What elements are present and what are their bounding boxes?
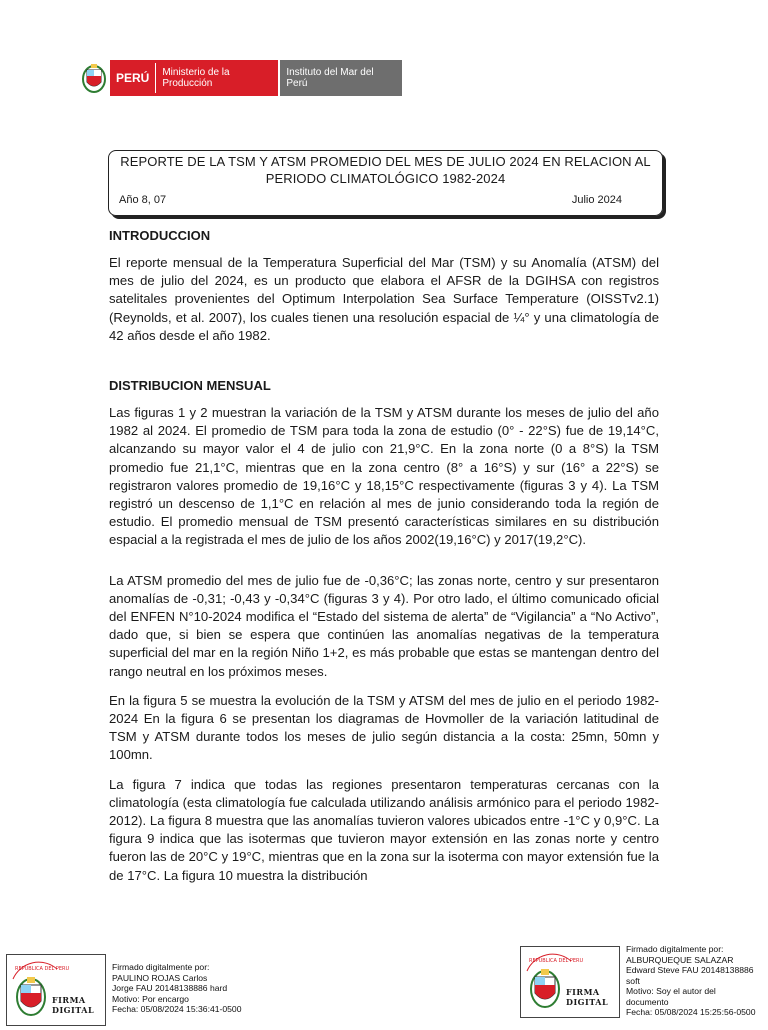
signature-line: ALBURQUEQUE SALAZAR [626, 954, 734, 965]
signature-line: documento [626, 996, 669, 1007]
intro-heading: INTRODUCCION [109, 228, 211, 243]
distribution-paragraph-2: La ATSM promedio del mes de julio fue de -0,36°C; las zonas norte, centro y sur presentaron anomalías de -0,31; -0,43 y -0,34°C (figuras 3 y 4). Por otro lado, el último comunicado oficial del ENFEN N°10-2024 modifica el “Estado del sistema de alerta” de “Vigilancia” a “No Activo”, dado que, si bien se espera que continúen las anomalías negativas de la temperatura superficial del mar en la región Niño 1+2, es más probable que estas se mantengan dentro del rango neutral en los próximos meses. [109, 572, 659, 679]
seal-text: REPUBLICA DEL PERU [529, 958, 584, 964]
header-logo-bar [78, 60, 402, 96]
ministry-label: Ministerio de la Producción [162, 67, 230, 89]
report-title-line2: PERIODO CLIMATOLÓGICO 1982-2024 [265, 171, 506, 186]
signature-line: Motivo: Soy el autor del [626, 986, 716, 996]
report-body [109, 228, 659, 885]
distribution-paragraph-1: Las figuras 1 y 2 muestran la variación de la TSM y ATSM durante los meses de julio del año 1982 al 2024. El promedio de TSM para toda la zona de estudio (0° - 22°S) fue de 19,14°C, alcanzando su mayor valor el 4 de julio con 21,9°C. En la zona norte (0 a 8°S) la TSM promedio fue 21,1°C, mientras que en la zona centro (8° a 16°S) y sur (16° a 22°S) se registraron valores promedio de 19,16°C y 18,15°C respectivamente (figuras 3 y 4). La TSM registró un descenso de 1,1°C en relación al mes de junio considerando toda la región de estudio. El promedio mensual de TSM presentó características similares en su distribución espacial a la registrada el mes de julio de los años 2002(19,16°C) y 2017(19,2°C). [109, 405, 659, 548]
digital-signature-right [520, 944, 756, 1018]
firma-digital-label: FIRMA DIGITAL [52, 995, 95, 1015]
institute-badge [280, 60, 402, 96]
issue-date: Julio 2024 [571, 194, 622, 206]
peru-label: PERÚ [116, 63, 156, 93]
report-title-box [108, 150, 663, 216]
signature-line: Firmado digitalmente por: [626, 944, 724, 954]
signature-line: Edward Steve FAU 20148138886 [626, 965, 754, 975]
issue-number: Año 8, 07 [119, 194, 167, 206]
signature-line: Fecha: 05/08/2024 15:25:56-0500 [626, 1007, 756, 1017]
signature-line: Fecha: 05/08/2024 15:36:41-0500 [112, 1004, 242, 1014]
peru-coat-of-arms-icon [78, 60, 110, 96]
distribution-paragraph-4: La figura 7 indica que todas las regiones presentaron temperaturas cercanas con la climatología (esta climatología fue calculada utilizando análisis armónico para el periodo 1982-2012). La figura 8 muestra que las anomalías tuvieron valores ubicados entre -1°C y 0,9°C. La figura 9 indica que las isotermas que tuvieron mayor extensión en las zonas norte y centro fueron las de 20°C y 19°C, mientras que en la zona sur la isoterma con mayor extensión fue la de 17°C. La figura 10 muestra la distribución [109, 776, 659, 883]
distribution-paragraph-3: En la figura 5 se muestra la evolución de la TSM y ATSM del mes de julio en el periodo 1982-2024 En la figura 6 se presentan los diagramas de Hovmoller de la variación latitudinal de TSM y ATSM durante todos los meses de julio según distancia a la costa: 25mn, 50mn y 100mn. [109, 692, 659, 763]
digital-signature-left [6, 954, 242, 1026]
signature-line: Firmado digitalmente por: [112, 962, 210, 972]
signature-line: Jorge FAU 20148138886 hard [112, 983, 228, 993]
signature-line: Motivo: Por encargo [112, 993, 189, 1004]
report-title-line1: REPORTE DE LA TSM Y ATSM PROMEDIO DEL MES DE JULIO 2024 EN RELACION AL [120, 154, 651, 169]
seal-text: REPUBLICA DEL PERU [15, 966, 70, 972]
firma-digital-label: FIRMA DIGITAL [566, 987, 609, 1007]
signature-line: PAULINO ROJAS Carlos [112, 972, 208, 983]
intro-paragraph: El reporte mensual de la Temperatura Superficial del Mar (TSM) y su Anomalía (ATSM) del mes de julio del 2024, es un producto que elabora el AFSR de la DGIHSA con registros satelitales provenientes del Optimum Interpolation Sea Surface Temperature (OISSTv2.1) (Reynolds, et al. 2007), los cuales tienen una resolución espacial de ¼° y una climatología de 42 años desde el año 1982. [109, 255, 659, 343]
distribution-heading: DISTRIBUCION MENSUAL [109, 378, 271, 394]
signature-details-left [106, 962, 242, 1015]
report-title [109, 153, 662, 187]
institute-label: Instituto del Mar del Perú [286, 67, 374, 89]
signature-line: soft [626, 975, 640, 986]
signature-stamp-left [6, 954, 106, 1026]
peru-ministry-badge [110, 60, 278, 96]
signature-stamp-right [520, 946, 620, 1018]
signature-details-right [620, 944, 756, 1018]
